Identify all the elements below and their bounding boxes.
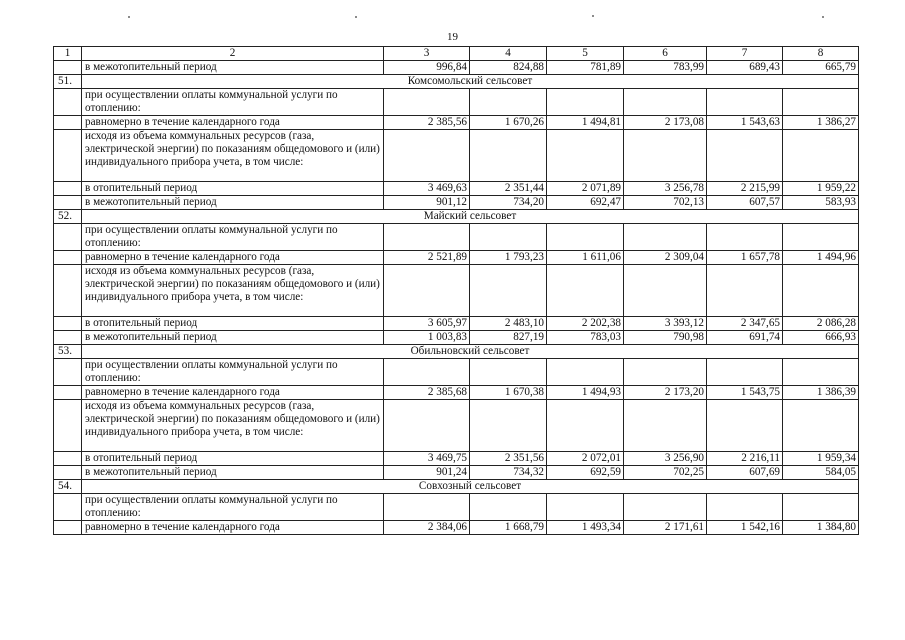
value-cell: 1 670,26: [470, 116, 547, 130]
value-cell: 2 202,38: [547, 317, 624, 331]
row-label: в межотопительный период: [82, 196, 384, 210]
value-cell: 2 521,89: [384, 251, 470, 265]
row-label: в отопительный период: [82, 182, 384, 196]
value-cell: 827,19: [470, 331, 547, 345]
evenly-row: [54, 116, 859, 130]
value-cell: [707, 494, 783, 521]
value-cell: 2 215,99: [707, 182, 783, 196]
value-cell: 1 543,63: [707, 116, 783, 130]
value-cell: 2 171,61: [624, 521, 707, 535]
payment-intro-row: [54, 494, 859, 521]
row-label: при осуществлении оплаты коммунальной услуги по отоплению:: [82, 89, 384, 116]
value-cell: [470, 265, 547, 317]
index-cell: [54, 317, 82, 331]
value-cell: [384, 265, 470, 317]
value-cell: [624, 130, 707, 182]
section-index: 52.: [54, 210, 82, 224]
section-header-row: [54, 210, 859, 224]
index-cell: [54, 400, 82, 452]
value-cell: [547, 400, 624, 452]
nonheating-period-row: [54, 331, 859, 345]
value-cell: 584,05: [783, 466, 859, 480]
index-cell: [54, 182, 82, 196]
value-cell: 2 347,65: [707, 317, 783, 331]
index-cell: [54, 224, 82, 251]
value-cell: [783, 89, 859, 116]
value-cell: 689,43: [707, 61, 783, 75]
value-cell: 1 542,16: [707, 521, 783, 535]
value-cell: 2 086,28: [783, 317, 859, 331]
column-header: 6: [624, 47, 707, 61]
section-index: 53.: [54, 345, 82, 359]
index-cell: [54, 61, 82, 75]
value-cell: [384, 359, 470, 386]
value-cell: [470, 89, 547, 116]
value-cell: 2 173,20: [624, 386, 707, 400]
value-cell: [707, 359, 783, 386]
value-cell: 1 494,81: [547, 116, 624, 130]
volume-intro-row: [54, 265, 859, 317]
value-cell: [707, 400, 783, 452]
value-cell: [783, 359, 859, 386]
value-cell: [547, 494, 624, 521]
payment-intro-row: [54, 224, 859, 251]
column-header: 4: [470, 47, 547, 61]
section-index: 51.: [54, 75, 82, 89]
value-cell: 692,47: [547, 196, 624, 210]
row-label: равномерно в течение календарного года: [82, 521, 384, 535]
index-cell: [54, 452, 82, 466]
index-cell: [54, 116, 82, 130]
value-cell: [547, 89, 624, 116]
value-cell: 1 959,22: [783, 182, 859, 196]
section-name: Обильновский сельсовет: [82, 345, 859, 359]
value-cell: 1 386,27: [783, 116, 859, 130]
row-label: исходя из объема коммунальных ресурсов (газа, электрической энергии) по показаниям общедомового и (или) индивидуального прибора учета, в том числе:: [82, 130, 384, 182]
page-number: 19: [447, 31, 458, 43]
scan-speck: [355, 16, 357, 18]
column-header: 8: [783, 47, 859, 61]
row-label: при осуществлении оплаты коммунальной услуги по отоплению:: [82, 359, 384, 386]
column-header: 5: [547, 47, 624, 61]
value-cell: 996,84: [384, 61, 470, 75]
value-cell: 691,74: [707, 331, 783, 345]
value-cell: [547, 359, 624, 386]
value-cell: 1 494,96: [783, 251, 859, 265]
row-label: в межотопительный период: [82, 466, 384, 480]
value-cell: 2 385,56: [384, 116, 470, 130]
value-cell: 3 469,75: [384, 452, 470, 466]
value-cell: [470, 400, 547, 452]
value-cell: 692,59: [547, 466, 624, 480]
value-cell: 783,03: [547, 331, 624, 345]
section-header-row: [54, 480, 859, 494]
value-cell: [707, 224, 783, 251]
value-cell: [384, 89, 470, 116]
value-cell: 3 393,12: [624, 317, 707, 331]
evenly-row: [54, 251, 859, 265]
value-cell: 3 469,63: [384, 182, 470, 196]
value-cell: 734,20: [470, 196, 547, 210]
value-cell: 1 793,23: [470, 251, 547, 265]
value-cell: 1 668,79: [470, 521, 547, 535]
value-cell: [624, 359, 707, 386]
index-cell: [54, 331, 82, 345]
value-cell: 790,98: [624, 331, 707, 345]
value-cell: 2 216,11: [707, 452, 783, 466]
payment-intro-row: [54, 359, 859, 386]
value-cell: 607,57: [707, 196, 783, 210]
nonheating-period-row: [54, 196, 859, 210]
index-cell: [54, 521, 82, 535]
value-cell: [470, 224, 547, 251]
value-cell: [384, 130, 470, 182]
row-label: в межотопительный период: [82, 61, 384, 75]
row-label: равномерно в течение календарного года: [82, 251, 384, 265]
value-cell: 607,69: [707, 466, 783, 480]
section-name: Майский сельсовет: [82, 210, 859, 224]
value-cell: [547, 224, 624, 251]
section-header-row: [54, 345, 859, 359]
value-cell: [707, 130, 783, 182]
row-label: равномерно в течение календарного года: [82, 116, 384, 130]
value-cell: 3 256,90: [624, 452, 707, 466]
value-cell: 583,93: [783, 196, 859, 210]
value-cell: 665,79: [783, 61, 859, 75]
value-cell: 702,25: [624, 466, 707, 480]
volume-intro-row: [54, 130, 859, 182]
row-label: в отопительный период: [82, 317, 384, 331]
column-header: 3: [384, 47, 470, 61]
value-cell: [783, 400, 859, 452]
value-cell: 2 385,68: [384, 386, 470, 400]
tariff-table: [53, 46, 859, 535]
value-cell: 2 351,56: [470, 452, 547, 466]
value-cell: 702,13: [624, 196, 707, 210]
value-cell: 1 386,39: [783, 386, 859, 400]
value-cell: 3 256,78: [624, 182, 707, 196]
value-cell: [783, 265, 859, 317]
row-label: исходя из объема коммунальных ресурсов (газа, электрической энергии) по показаниям общедомового и (или) индивидуального прибора учета, в том числе:: [82, 400, 384, 452]
heating-period-row: [54, 182, 859, 196]
scan-speck: [128, 16, 130, 18]
value-cell: 1 670,38: [470, 386, 547, 400]
value-cell: [547, 130, 624, 182]
value-cell: [384, 400, 470, 452]
row-label: в отопительный период: [82, 452, 384, 466]
value-cell: [783, 494, 859, 521]
row-label: при осуществлении оплаты коммунальной услуги по отоплению:: [82, 494, 384, 521]
index-cell: [54, 386, 82, 400]
heating-period-row: [54, 317, 859, 331]
value-cell: 1 384,80: [783, 521, 859, 535]
value-cell: [624, 265, 707, 317]
value-cell: [624, 494, 707, 521]
nonheating-period-row: [54, 466, 859, 480]
value-cell: [470, 130, 547, 182]
value-cell: 901,24: [384, 466, 470, 480]
index-cell: [54, 130, 82, 182]
header-row: [54, 47, 859, 61]
value-cell: [783, 130, 859, 182]
payment-intro-row: [54, 89, 859, 116]
value-cell: 666,93: [783, 331, 859, 345]
carry-over-row: [54, 61, 859, 75]
value-cell: [707, 265, 783, 317]
volume-intro-row: [54, 400, 859, 452]
value-cell: [624, 89, 707, 116]
index-cell: [54, 494, 82, 521]
value-cell: 2 351,44: [470, 182, 547, 196]
value-cell: [384, 494, 470, 521]
scan-speck: [822, 16, 824, 18]
value-cell: 824,88: [470, 61, 547, 75]
value-cell: 1 657,78: [707, 251, 783, 265]
value-cell: 734,32: [470, 466, 547, 480]
value-cell: 1 494,93: [547, 386, 624, 400]
value-cell: 2 309,04: [624, 251, 707, 265]
evenly-row: [54, 386, 859, 400]
section-index: 54.: [54, 480, 82, 494]
value-cell: [624, 224, 707, 251]
value-cell: 2 071,89: [547, 182, 624, 196]
row-label: исходя из объема коммунальных ресурсов (газа, электрической энергии) по показаниям общедомового и (или) индивидуального прибора учета, в том числе:: [82, 265, 384, 317]
value-cell: [783, 224, 859, 251]
value-cell: 2 483,10: [470, 317, 547, 331]
value-cell: [707, 89, 783, 116]
evenly-row: [54, 521, 859, 535]
value-cell: 2 072,01: [547, 452, 624, 466]
row-label: при осуществлении оплаты коммунальной услуги по отоплению:: [82, 224, 384, 251]
value-cell: 1 959,34: [783, 452, 859, 466]
index-cell: [54, 265, 82, 317]
value-cell: 901,12: [384, 196, 470, 210]
column-header: 7: [707, 47, 783, 61]
section-name: Комсомольский сельсовет: [82, 75, 859, 89]
value-cell: 3 605,97: [384, 317, 470, 331]
heating-period-row: [54, 452, 859, 466]
row-label: в межотопительный период: [82, 331, 384, 345]
scan-speck: [592, 15, 594, 17]
index-cell: [54, 466, 82, 480]
value-cell: [470, 494, 547, 521]
row-label: равномерно в течение календарного года: [82, 386, 384, 400]
index-cell: [54, 89, 82, 116]
value-cell: [384, 224, 470, 251]
value-cell: 783,99: [624, 61, 707, 75]
value-cell: [624, 400, 707, 452]
section-name: Совхозный сельсовет: [82, 480, 859, 494]
column-header: 2: [82, 47, 384, 61]
value-cell: [547, 265, 624, 317]
index-cell: [54, 251, 82, 265]
index-cell: [54, 196, 82, 210]
column-header: 1: [54, 47, 82, 61]
value-cell: 1 003,83: [384, 331, 470, 345]
value-cell: 1 543,75: [707, 386, 783, 400]
value-cell: 2 384,06: [384, 521, 470, 535]
value-cell: 1 611,06: [547, 251, 624, 265]
value-cell: [470, 359, 547, 386]
section-header-row: [54, 75, 859, 89]
value-cell: 2 173,08: [624, 116, 707, 130]
value-cell: 781,89: [547, 61, 624, 75]
value-cell: 1 493,34: [547, 521, 624, 535]
index-cell: [54, 359, 82, 386]
